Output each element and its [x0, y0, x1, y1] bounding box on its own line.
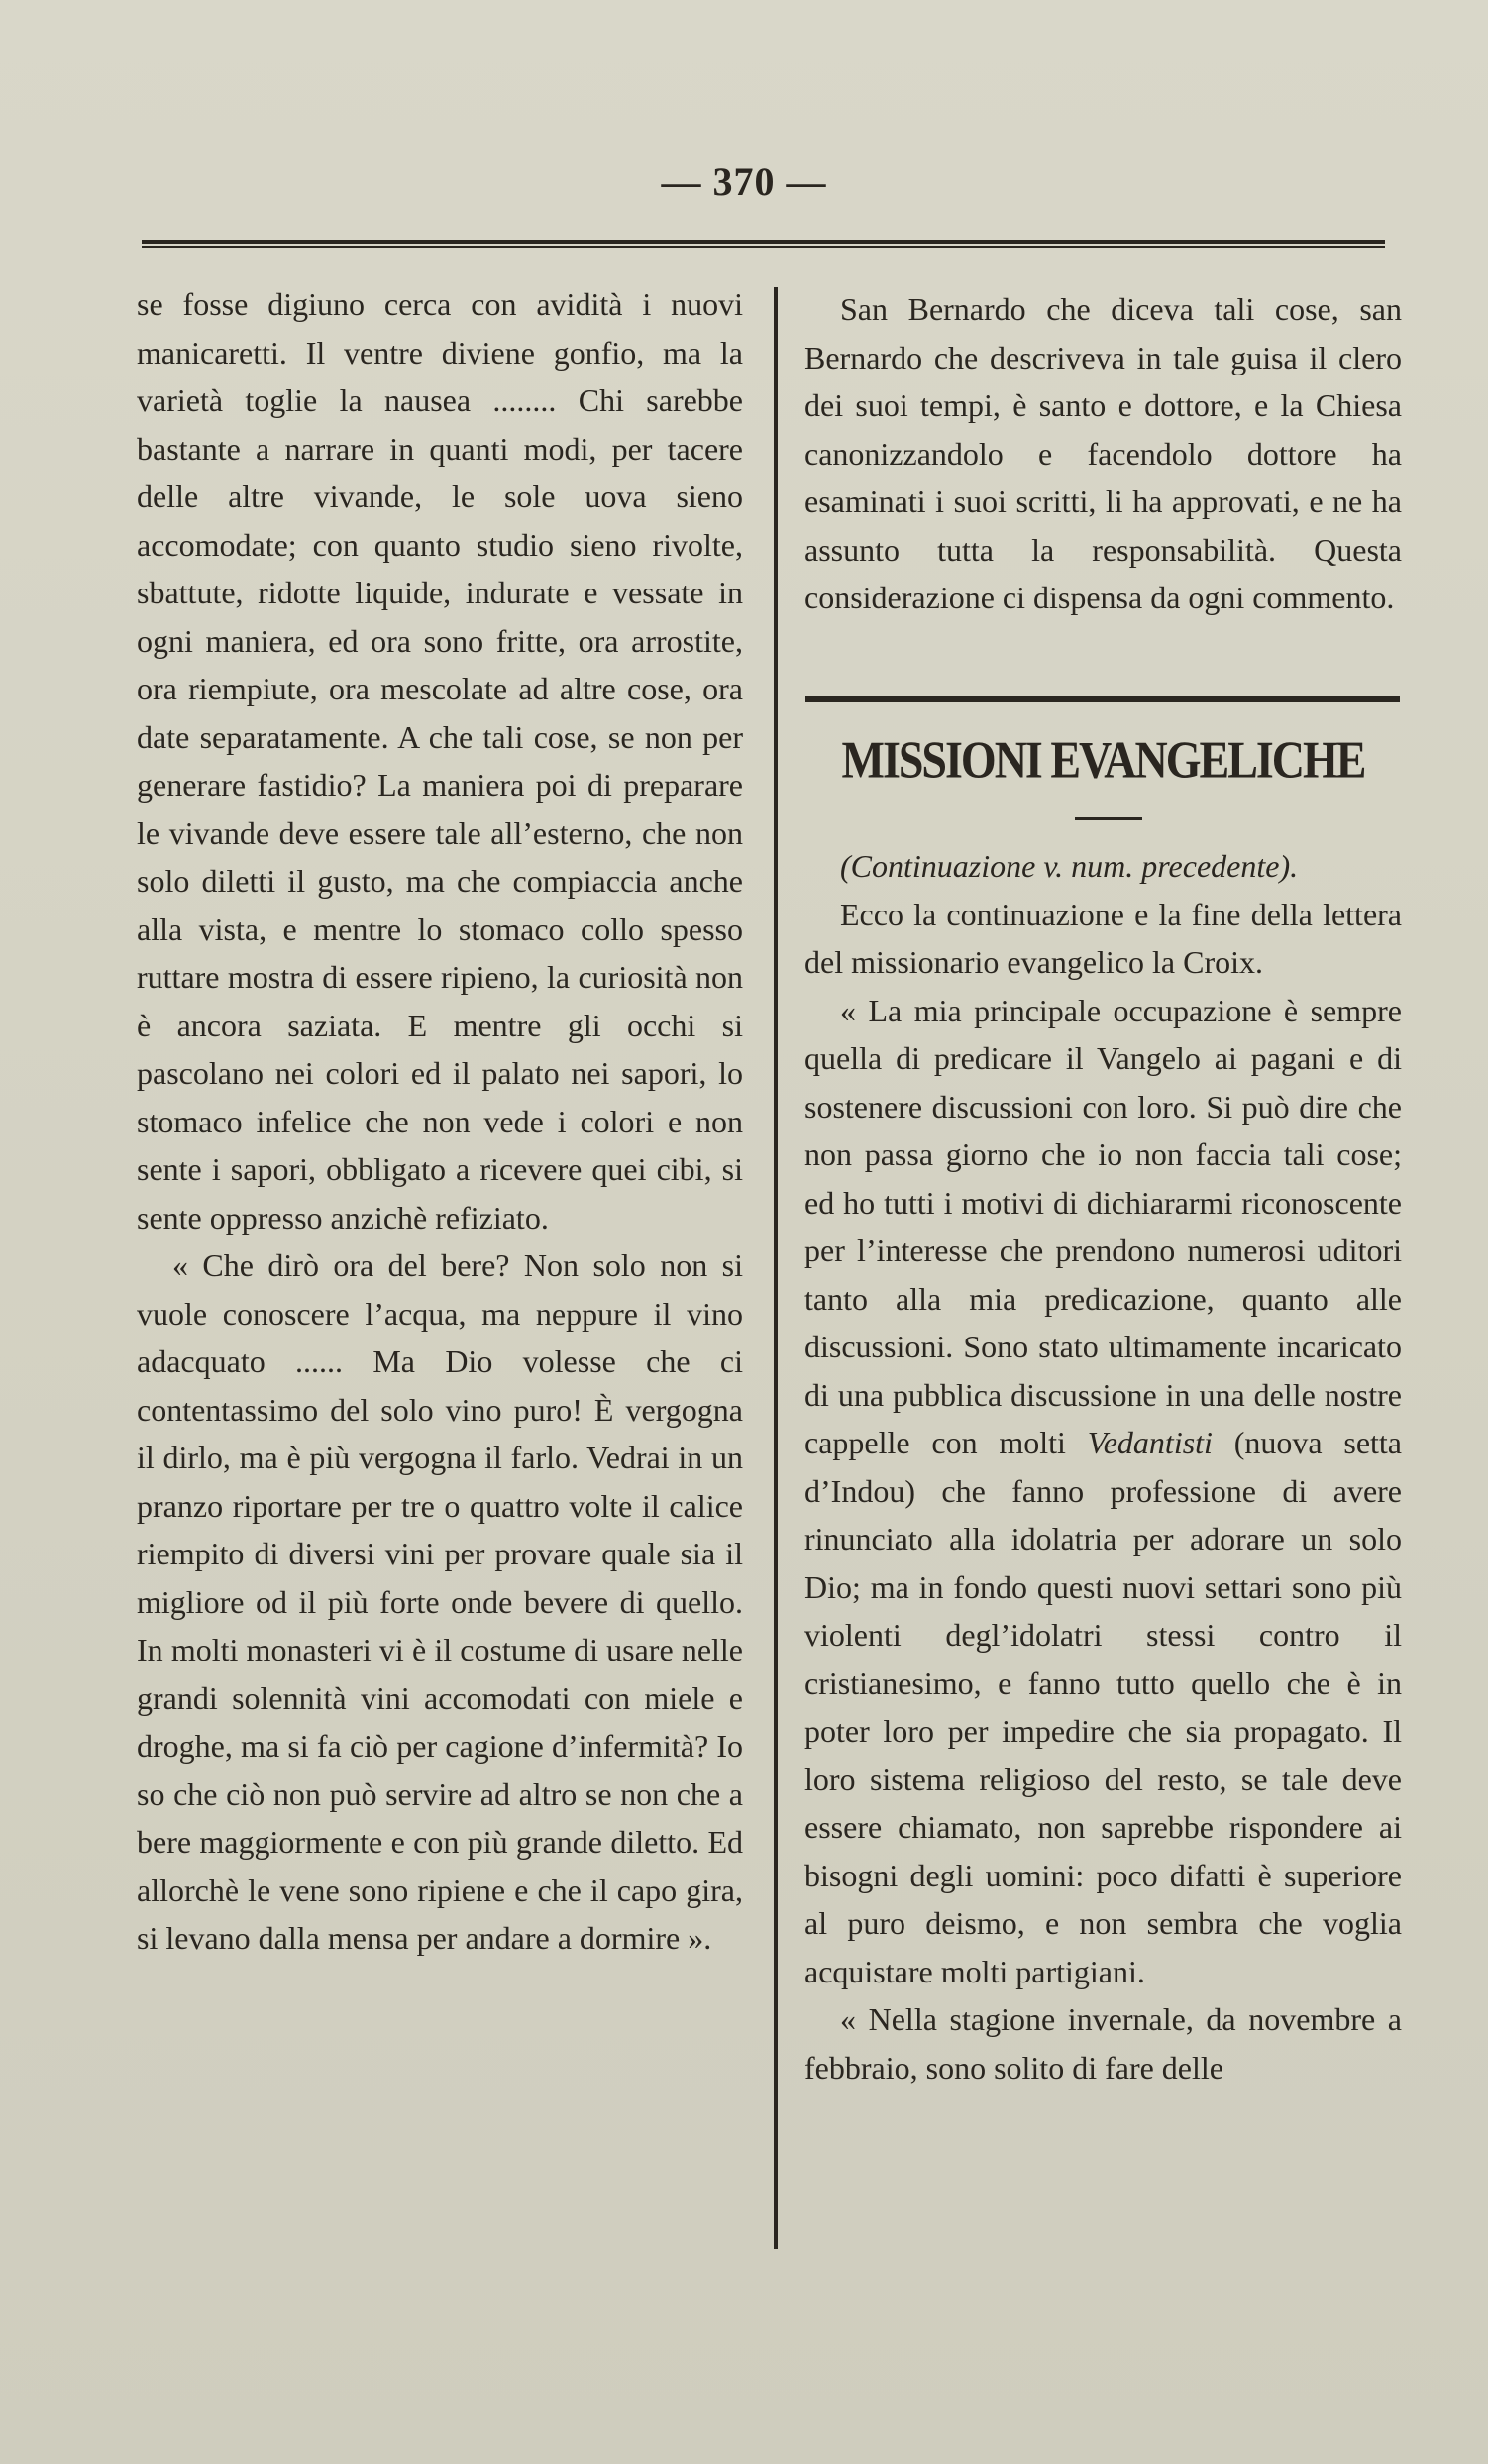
section-subtitle: (Continuazione v. num. precedente). — [840, 848, 1299, 884]
section-rule — [805, 696, 1400, 702]
right-paragraph-1: Ecco la continuazione e la fine della lettera del missionario evangelico la Croix. — [804, 896, 1402, 980]
right-paragraph-2-start: « La mia principale occupazione è sempre quella di predicare il Vangelo ai pagani e di sostenere discussioni con loro. Si può dire che non passa giorno che io non faccia tali cose; ed ho tutti i motivi di dichiararmi riconoscente per l’interesse che prendono numerosi uditori tanto alla mia predicazione, quanto alle discussioni. Sono stato ultimamente incaricato di una pubblica discussione in una delle nostre cappelle con molti — [804, 992, 1402, 1460]
column-divider — [774, 287, 778, 2249]
right-column-body — [804, 842, 1402, 2091]
right-paragraph-2-end: (nuova setta d’Indou) che fanno professione di avere rinunciato alla idolatria per adorare un solo Dio; ma in fondo questi nuovi settari sono più violenti degl’idolatri stessi contro il cristianesimo, e fanno tutto quello che è in poter loro per impedire che sia propagato. Il loro sistema religioso del resto, se tale deve essere chiamato, non saprebbe rispondere ai bisogni degli uomini: poco difatti è superiore al puro deismo, e non sembra che voglia acquistare molti partigiani. — [804, 1425, 1403, 1989]
title-short-rule — [1075, 817, 1142, 820]
right-paragraph-2-italic: Vedantisti — [1087, 1425, 1213, 1460]
section-title: MISSIONI EVANGELICHE — [841, 730, 1365, 789]
right-column-top — [804, 285, 1402, 622]
right-paragraph-3: « Nella stagione invernale, da novembre a febbraio, sono solito di fare delle — [804, 2001, 1402, 2086]
page-number: — 370 — — [661, 160, 827, 204]
left-column — [137, 280, 743, 1963]
header-rule — [142, 240, 1385, 248]
right-intro-paragraph: San Bernardo che diceva tali cose, san Bernardo che descriveva in tale guisa il clero dei suoi tempi, è santo e dottore, e la Chiesa canonizzandolo e facendolo dottore ha esaminati i suoi scritti, li ha approvati, e ne ha assunto tutta la responsabilità. Questa considerazione ci dispensa da ogni commento. — [804, 291, 1402, 615]
left-paragraph-2: « Che dirò ora del bere? Non solo non si vuole conoscere l’acqua, ma neppure il vino adacquato ...... Ma Dio volesse che ci contentassimo del solo vino puro! È vergogna il dirlo, ma è più vergogna il farlo. Vedrai in un pranzo riportare per tre o quattro volte il calice riempito di diversi vini per provare quale sia il migliore od il più forte onde bevere di quello. In molti monasteri vi è il costume di usare nelle grandi solennità vini accomodati con miele e droghe, ma si fa ciò per cagione d’infermità? Io so che ciò non può servire ad altro se non che a bere maggiormente e con più grande diletto. Ed allorchè le vene sono ripiene e che il capo gira, si levano dalla mensa per andare a dormire ». — [137, 1247, 743, 1956]
left-paragraph-1: se fosse digiuno cerca con avidità i nuovi manicaretti. Il ventre diviene gonfio, ma la varietà toglie la nausea ........ Chi sarebbe bastante a narrare in quanti modi, per tacere delle altre vivande, le sole uova sieno accomodate; con quanto studio sieno rivolte, sbattute, ridotte liquide, indurate e vessate in ogni maniera, ed ora sono fritte, ora arrostite, ora riempiute, ora mescolate ad altre cose, ora date separatamente. A che tali cose, se non per generare fastidio? La maniera poi di preparare le vivande deve essere tale all’esterno, che non solo diletti il gusto, ma che compiaccia anche alla vista, e mentre lo stomaco collo spesso ruttare mostra di essere ripieno, la curiosità non è ancora saziata. E mentre gli occhi si pascolano nei colori ed il palato nei sapori, lo stomaco infelice che non vede i colori e non sente i sapori, obbligato a ricevere quei cibi, si sente oppresso anzichè refiziato. — [137, 286, 743, 1235]
right-paragraph-2 — [804, 987, 1402, 1996]
